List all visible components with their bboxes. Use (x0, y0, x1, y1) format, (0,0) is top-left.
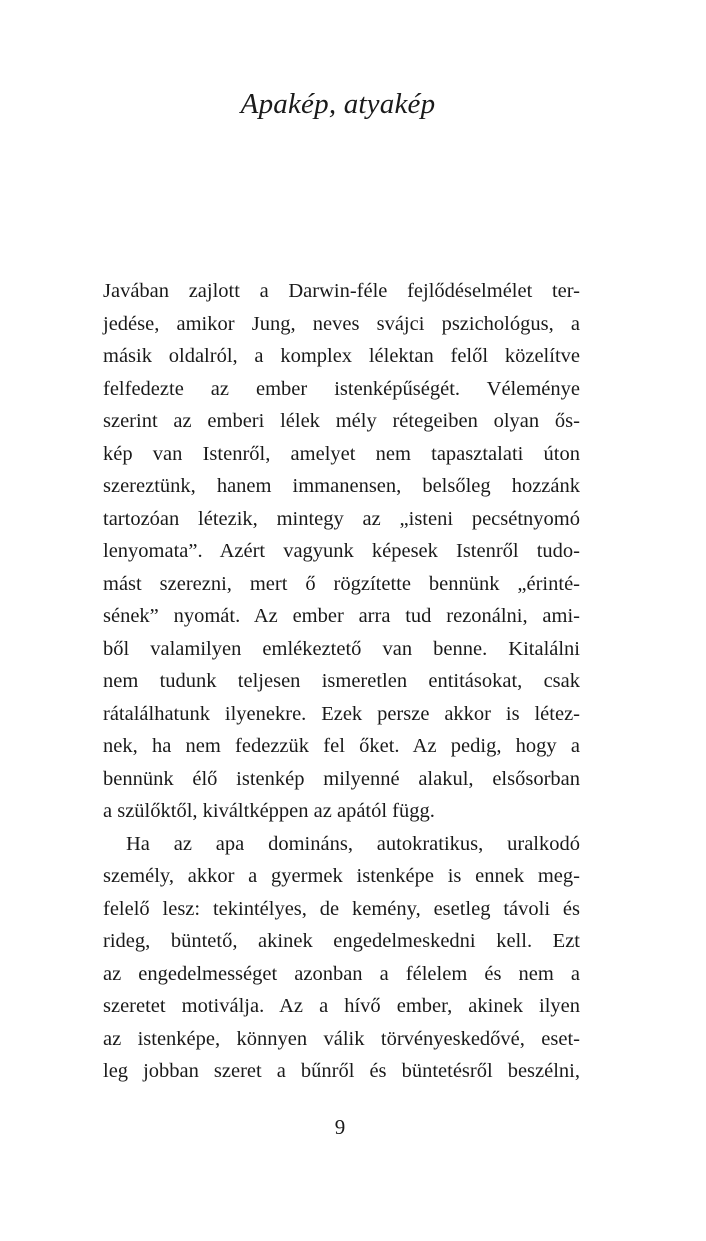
text-line: ből valamilyen emlékeztető van benne. Kitalálni (103, 637, 580, 660)
text-line: tartozóan létezik, mintegy az „isteni pecsétnyomó (103, 507, 580, 530)
text-line: kép van Istenről, amelyet nem tapasztalati úton (103, 442, 580, 465)
chapter-title: Apakép, atyakép (240, 88, 436, 120)
text-line: felfedezte az ember istenképűségét. Véleménye (103, 377, 580, 400)
body-text (103, 275, 580, 1088)
paragraph-start-line: Ha az apa domináns, autokratikus, uralkodó (126, 832, 580, 855)
text-line: az istenképe, könnyen válik törvényeskedővé, eset- (103, 1027, 580, 1050)
text-line: szerint az emberi lélek mély rétegeiben olyan ős- (103, 410, 580, 432)
text-line: leg jobban szeret a bűnről és büntetésről beszélni, (103, 1060, 580, 1082)
text-line: másik oldalról, a komplex lélektan felől közelítve (103, 345, 580, 367)
text-line: mást szerezni, mert ő rögzítette bennünk „érinté- (103, 572, 580, 595)
text-line: nek, ha nem fedezzük fel őket. Az pedig, hogy a (103, 735, 580, 757)
text-line: jedése, amikor Jung, neves svájci pszichológus, a (103, 312, 580, 335)
text-line: rideg, büntető, akinek engedelmeskedni kell. Ezt (103, 930, 580, 952)
text-line: rátalálhatunk ilyenekre. Ezek persze akkor is létez- (103, 702, 580, 725)
text-line: szeretet motiválja. Az a hívő ember, akinek ilyen (103, 995, 580, 1017)
text-line: bennünk élő istenkép milyenné alakul, elsősorban (103, 767, 580, 790)
text-line: személy, akkor a gyermek istenképe is ennek meg- (103, 865, 580, 887)
text-line: sének” nyomát. Az ember arra tud rezonálni, ami- (103, 605, 580, 627)
text-line: lenyomata”. Azért vagyunk képesek Istenről tudo- (103, 540, 580, 562)
text-line: nem tudunk teljesen ismeretlen entitásokat, csak (103, 670, 580, 692)
paragraph-end-line: a szülőktől, kiváltképpen az apától függ. (103, 800, 435, 822)
text-line: felelő lesz: tekintélyes, de kemény, esetleg távoli és (103, 897, 580, 920)
text-line: szereztünk, hanem immanensen, belsőleg hozzánk (103, 475, 580, 497)
text-line: Javában zajlott a Darwin-féle fejlődéselmélet ter- (103, 280, 580, 302)
text-line: az engedelmességet azonban a félelem és nem a (103, 962, 580, 985)
page-number: 9 (334, 1115, 346, 1139)
